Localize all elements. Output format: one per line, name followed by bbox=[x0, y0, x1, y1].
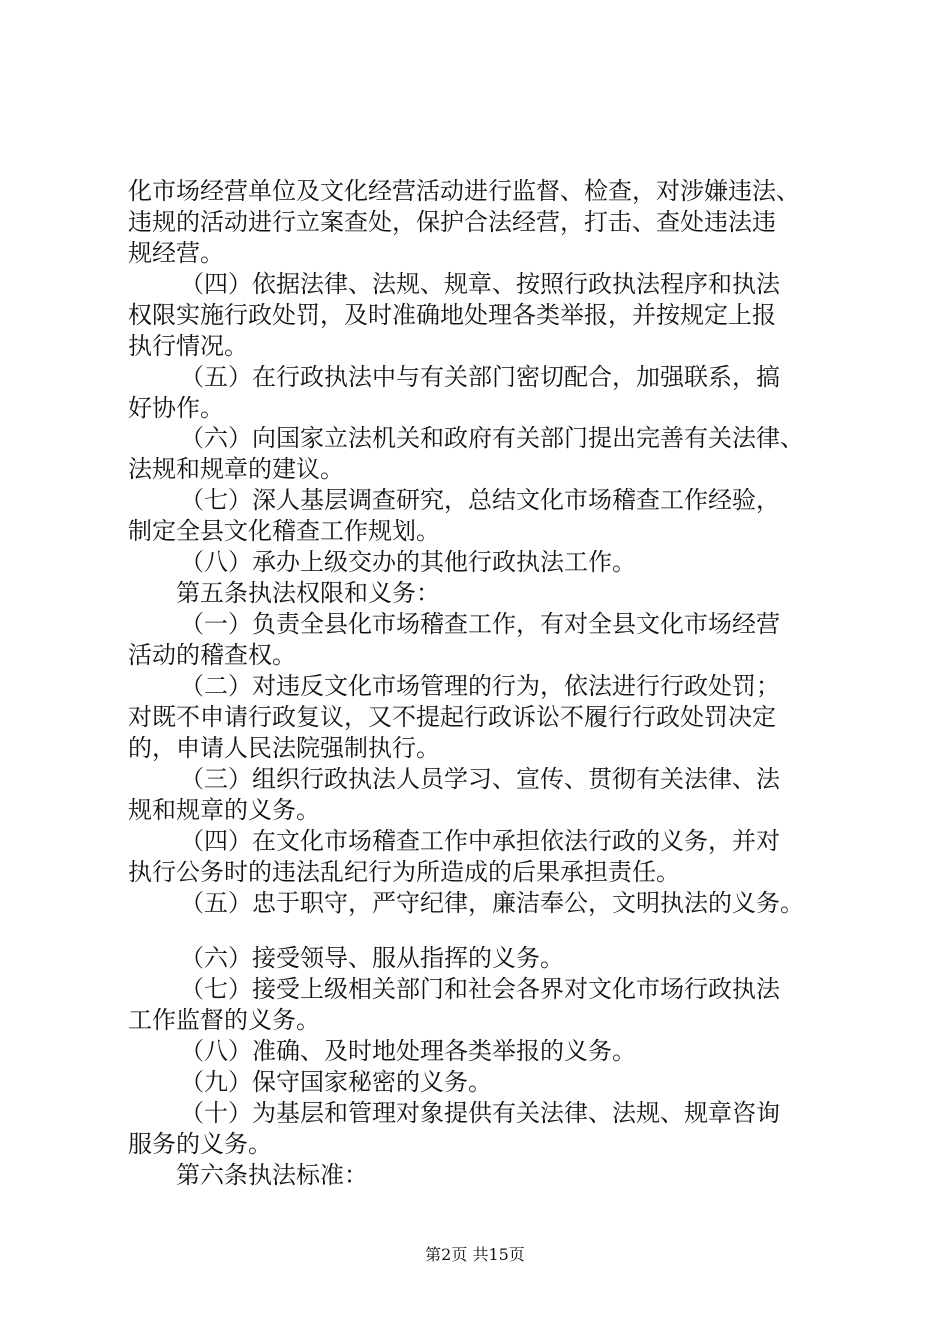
text-line: 服务的义务。 bbox=[128, 1130, 272, 1158]
text-line: 活动的稽查权。 bbox=[128, 641, 296, 669]
section-heading: 第六条执法标准： bbox=[176, 1161, 368, 1189]
text-line: （七）接受上级相关部门和社会各界对文化市场行政执法 bbox=[180, 975, 780, 1003]
text-line: 规和规章的义务。 bbox=[128, 796, 320, 824]
text-line: （六）向国家立法机关和政府有关部门提出完善有关法律、 bbox=[180, 424, 804, 452]
text-line: 的，申请人民法院强制执行。 bbox=[128, 734, 440, 762]
text-line: （十）为基层和管理对象提供有关法律、法规、规章咨询 bbox=[180, 1099, 780, 1127]
text-line: （三）组织行政执法人员学习、宣传、贯彻有关法律、法 bbox=[180, 765, 780, 793]
text-line: （四）依据法律、法规、规章、按照行政执法程序和执法 bbox=[180, 270, 780, 298]
text-line: （六）接受领导、服从指挥的义务。 bbox=[180, 944, 564, 972]
text-line: 化市场经营单位及文化经营活动进行监督、检查，对涉嫌违法、 bbox=[128, 177, 800, 205]
text-line: 权限实施行政处罚，及时准确地处理各类举报，并按规定上报 bbox=[128, 301, 776, 329]
text-line: （八）承办上级交办的其他行政执法工作。 bbox=[180, 548, 636, 576]
text-line: （五）忠于职守，严守纪律，廉洁奉公，文明执法的义务。 bbox=[180, 889, 804, 917]
text-line: （九）保守国家秘密的义务。 bbox=[180, 1068, 492, 1096]
text-line: （四）在文化市场稽查工作中承担依法行政的义务，并对 bbox=[180, 827, 780, 855]
section-heading: 第五条执法权限和义务： bbox=[176, 579, 440, 607]
text-line: （五）在行政执法中与有关部门密切配合，加强联系，搞 bbox=[180, 363, 780, 391]
text-line: 制定全县文化稽查工作规划。 bbox=[128, 517, 440, 545]
text-line: （七）深人基层调查研究，总结文化市场稽查工作经验， bbox=[180, 486, 780, 514]
text-line: 执行公务时的违法乱纪行为所造成的后果承担责任。 bbox=[128, 858, 680, 886]
text-line: （八）准确、及时地处理各类举报的义务。 bbox=[180, 1037, 636, 1065]
text-line: 工作监督的义务。 bbox=[128, 1006, 320, 1034]
page-footer: 第2页 共15页 bbox=[425, 1245, 525, 1264]
text-line: 规经营。 bbox=[128, 239, 224, 267]
text-line: （一）负责全县化市场稽查工作，有对全县文化市场经营 bbox=[180, 610, 780, 638]
text-line: 违规的活动进行立案查处，保护合法经营，打击、查处违法违 bbox=[128, 208, 776, 236]
text-line: 法规和规章的建议。 bbox=[128, 455, 344, 483]
text-line: 执行情况。 bbox=[128, 332, 248, 360]
text-line: （二）对违反文化市场管理的行为，依法进行行政处罚； bbox=[180, 672, 780, 700]
text-line: 好协作。 bbox=[128, 394, 224, 422]
text-line: 对既不申请行政复议，又不提起行政诉讼不履行行政处罚决定 bbox=[128, 703, 776, 731]
